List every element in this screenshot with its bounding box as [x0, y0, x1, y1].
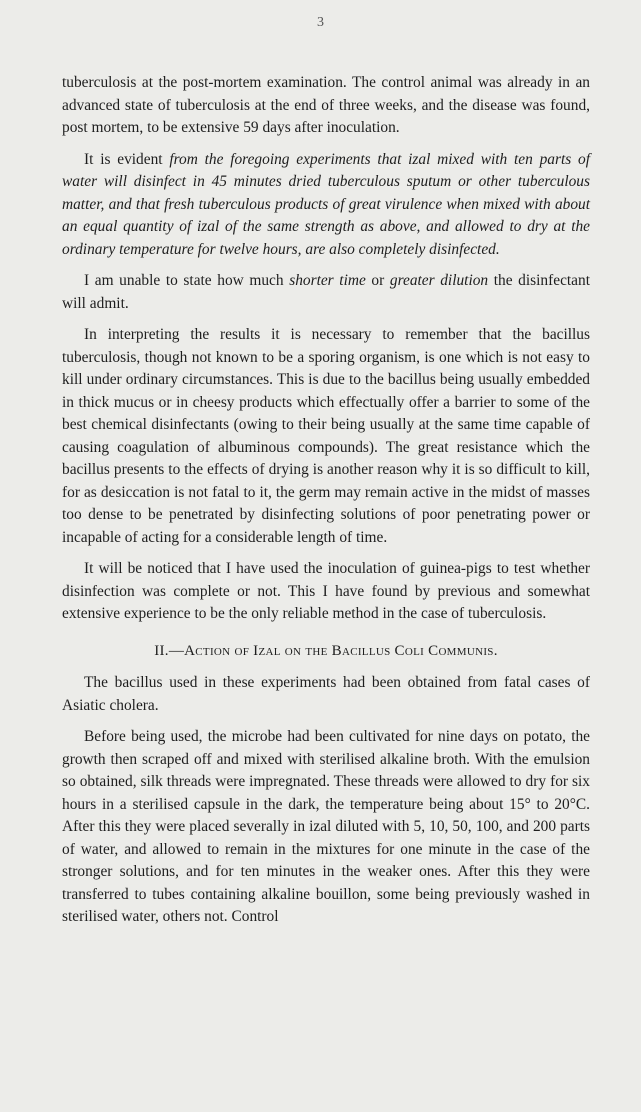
- limits-text-a: I am unable to state how much: [84, 272, 290, 289]
- paragraph-conclusion: [62, 149, 590, 262]
- paragraph-limits: [62, 270, 590, 315]
- page-number: 3: [317, 15, 324, 30]
- page-body: [62, 72, 590, 938]
- section-heading: II.—Action of Izal on the Bacillus Coli Communis.: [154, 642, 498, 659]
- paragraph-method: Before being used, the microbe had been cultivated for nine days on potato, the growth then scraped off and mixed with sterilised alkaline broth. With the emulsion so obtained, silk threads were impregnated. These threads were allowed to dry for six hours in a sterilised capsule in the dark, the temperature being about 15° to 20°C. After this they were placed severally in izal diluted with 5, 10, 50, 100, and 200 parts of water, and allowed to remain in the mixtures for one minute in the case of the stronger solutions, and for ten minutes in the weaker ones. After this they were transferred to tubes containing alkaline bouillon, some being previously washed in sterilised water, others not. Control: [62, 728, 590, 925]
- limits-text-e: the disinfectant will admit.: [62, 272, 590, 312]
- paragraph-interpretation: In interpreting the results it is necessary to remember that the bacillus tuberculosis, though not known to be a sporing organism, is one which is not easy to kill under ordinary circumstances. This is due to the bacillus being usually embedded in thick mucus or in cheesy products which effectually offer a barrier to some of the best chemical disinfectants (owing to their being usually at the same time capable of causing coagulation of albuminous compounds). The great resistance which the bacillus presents to the effects of drying is another reason why it is so difficult to kill, for as desiccation is not fatal to it, the germ may remain active in the midst of masses too dense to be penetrated by disinfecting solutions of poor penetrating power or incapable of acting for a considerable length of time.: [62, 326, 590, 546]
- limits-italic-shorter-time: shorter time: [289, 272, 366, 289]
- conclusion-italic: from the foregoing experiments that izal mixed with ten parts of water will disinfect in 45 minutes dried tuberculous sputum or other tuberculous matter, and that fresh tuberculous products of great virulence when mixed with about an equal quantity of izal of the same strength as above, and allowed to dry at the ordinary temperature for twelve hours, are also completely disinfected.: [62, 150, 590, 258]
- paragraph-guinea-pigs: It will be noticed that I have used the inoculation of guinea-pigs to test whether disinfection was complete or not. This I have found by previous and somewhat extensive experience to be the only reliable method in the case of tuberculosis.: [62, 560, 590, 622]
- limits-italic-greater-dilution: greater dilution: [389, 272, 489, 289]
- paragraph-continuation: tuberculosis at the post-mortem examination. The control animal was already in an advanced state of tuberculosis at the end of three weeks, and the disease was found, post mortem, to be extensive 59 days after inoculation.: [62, 74, 590, 136]
- conclusion-lead: It is evident: [84, 150, 170, 168]
- paragraph-bacillus-source: The bacillus used in these experiments had been obtained from fatal cases of Asiatic cholera.: [62, 674, 590, 714]
- limits-text-c: or: [365, 272, 390, 289]
